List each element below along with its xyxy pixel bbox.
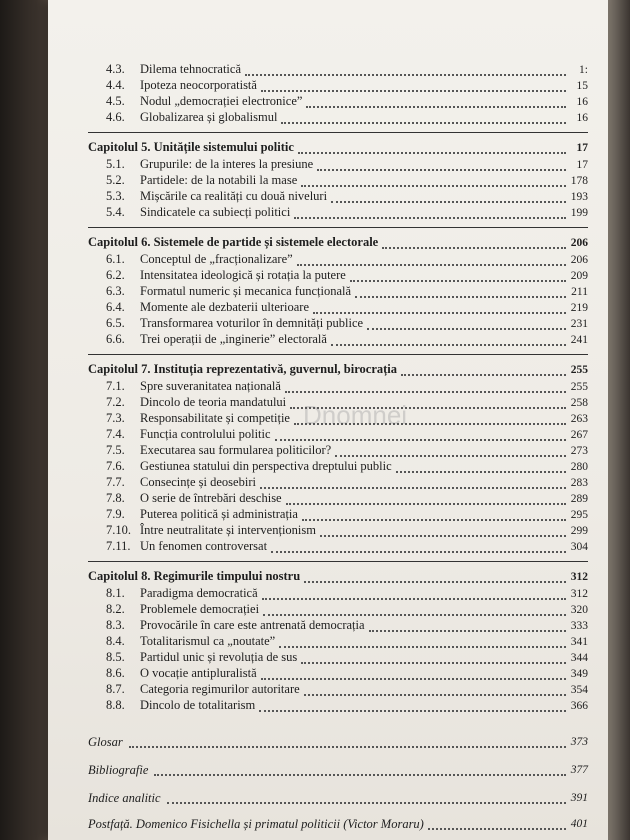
toc-page-number: 16 [576, 96, 588, 108]
toc-back-matter [88, 784, 588, 812]
toc-section-number: 5.4. [106, 205, 125, 219]
toc-entry [88, 682, 588, 698]
toc-dot-leader [298, 143, 566, 154]
toc-page-number: 280 [570, 461, 588, 473]
toc-title: Indice analitic [88, 790, 161, 805]
toc-page-number: 283 [570, 477, 588, 489]
toc-dot-leader [263, 605, 566, 616]
toc-entry [88, 62, 588, 78]
toc-entry [88, 475, 588, 491]
toc-entry [88, 523, 588, 539]
toc-title: Transformarea voturilor în demnități publice [140, 316, 364, 330]
toc-title: Capitolul 8. Regimurile timpului nostru [88, 569, 301, 583]
toc-dot-leader [396, 462, 566, 473]
toc-entry [88, 157, 588, 173]
toc-page-number: 206 [570, 237, 588, 249]
toc-section-number: 8.5. [106, 650, 125, 664]
toc-back-matter [88, 756, 588, 784]
toc-dot-leader [261, 669, 566, 680]
toc-page-number: 255 [570, 381, 588, 393]
toc-dot-leader [301, 176, 566, 187]
toc-dot-leader [260, 478, 566, 489]
toc-page-number: 333 [570, 620, 588, 632]
toc-dot-leader [271, 542, 566, 553]
toc-page-number: 15 [576, 80, 588, 92]
toc-entry [88, 300, 588, 316]
toc-chapter [88, 561, 588, 586]
toc-postfata [88, 812, 588, 836]
toc-dot-leader [304, 685, 566, 696]
toc-title: Capitolul 5. Unitățile sistemului politic [88, 140, 294, 154]
toc-page-number: 263 [570, 413, 588, 425]
toc-dot-leader [279, 637, 566, 648]
toc-entry [88, 379, 588, 395]
toc-page-number: 401 [570, 818, 588, 830]
toc-section-number: 8.8. [106, 698, 125, 712]
toc-dot-leader [401, 365, 566, 376]
toc-title: Formatul numeric și mecanica funcțională [140, 284, 352, 298]
toc-page-number: 354 [570, 684, 588, 696]
toc-page-number: 231 [570, 318, 588, 330]
toc-section-number: 5.2. [106, 173, 125, 187]
toc-title: Puterea politică și administrația [140, 507, 298, 521]
toc-title: Capitolul 7. Instituția reprezentativă, guvernul, birocrația [88, 362, 398, 376]
toc-dot-leader [301, 653, 566, 664]
toc-section-number: 8.6. [106, 666, 125, 680]
toc-page-number: 312 [570, 571, 588, 583]
toc-entry [88, 539, 588, 555]
toc-title: Glosar [88, 734, 123, 749]
toc-dot-leader [331, 192, 566, 203]
toc-dot-leader [302, 510, 566, 521]
toc-title: Sindicatele ca subiecți politici [140, 205, 291, 219]
toc-title: Consecințe și deosebiri [140, 475, 256, 489]
toc-dot-leader [382, 238, 566, 249]
toc-entry [88, 602, 588, 618]
toc-title: Conceptul de „fracționalizare” [140, 252, 293, 266]
toc-section-number: 4.5. [106, 94, 125, 108]
toc-dot-leader [281, 113, 566, 124]
toc-entry [88, 443, 588, 459]
toc-dot-leader [290, 398, 566, 409]
toc-title: Capitolul 6. Sistemele de partide și sistemele electorale [88, 235, 379, 249]
book-page [48, 0, 608, 840]
toc-entry [88, 491, 588, 507]
toc-page-number: 289 [570, 493, 588, 505]
toc-page-number: 206 [570, 254, 588, 266]
toc-title: Partidele: de la notabili la mase [140, 173, 298, 187]
toc-section-number: 7.5. [106, 443, 125, 457]
toc-chapter [88, 354, 588, 379]
toc-section-number: 7.11. [106, 539, 131, 553]
toc-title: Paradigma democratică [140, 586, 258, 600]
toc-title: Un fenomen controversat [140, 539, 268, 553]
toc-chapter [88, 227, 588, 252]
toc-dot-leader [350, 271, 566, 282]
toc-page-number: 304 [570, 541, 588, 553]
watermark: Dnomnei [303, 400, 408, 430]
toc-page-number: 366 [570, 700, 588, 712]
toc-section-number: 4.6. [106, 110, 125, 124]
toc-entry [88, 411, 588, 427]
toc-section-number: 6.2. [106, 268, 125, 282]
toc-entry [88, 94, 588, 110]
toc-dot-leader [317, 160, 566, 171]
toc-section-number: 7.2. [106, 395, 125, 409]
toc-page-number: 16 [576, 112, 588, 124]
toc-title: O vocație antipluralistă [140, 666, 257, 680]
toc-dot-leader [313, 303, 566, 314]
toc-section-number: 8.2. [106, 602, 125, 616]
toc-section-number: 7.10. [106, 523, 131, 537]
toc-section-number: 5.3. [106, 189, 125, 203]
toc-section-number: 7.1. [106, 379, 125, 393]
toc-page-number: 377 [570, 764, 588, 776]
toc-title: Executarea sau formularea politicilor? [140, 443, 332, 457]
toc-dot-leader [331, 335, 566, 346]
toc-section-number: 4.3. [106, 62, 125, 76]
toc-dot-leader [286, 494, 566, 505]
toc-title: Partidul unic și revoluția de sus [140, 650, 298, 664]
toc-dot-leader [167, 793, 566, 804]
toc-page-number: 320 [570, 604, 588, 616]
toc-page-number: 341 [570, 636, 588, 648]
toc-page-number: 199 [570, 207, 588, 219]
toc-title: Ipoteza neocorporatistă [140, 78, 257, 92]
toc-entry [88, 507, 588, 523]
toc-section-number: 7.3. [106, 411, 125, 425]
toc-entry [88, 268, 588, 284]
toc-page-number: 258 [570, 397, 588, 409]
toc-page-number: 295 [570, 509, 588, 521]
toc-entry [88, 110, 588, 126]
toc-title: Postfață. Domenico Fisichella și primatul politicii (Victor Moraru) [88, 816, 424, 831]
toc-section-number: 6.1. [106, 252, 125, 266]
toc-section-number: 7.8. [106, 491, 125, 505]
toc-title: Problemele democrației [140, 602, 260, 616]
toc-entry [88, 252, 588, 268]
toc-title: Dilema tehnocratică [140, 62, 241, 76]
toc-section-number: 7.9. [106, 507, 125, 521]
toc-page-number: 211 [571, 286, 588, 298]
toc-page-number: 349 [570, 668, 588, 680]
toc-title: Totalitarismul ca „noutate” [140, 634, 276, 648]
toc-dot-leader [294, 208, 566, 219]
toc-section-number: 6.6. [106, 332, 125, 346]
toc-page-number: 312 [570, 588, 588, 600]
toc-page-number: 209 [570, 270, 588, 282]
toc-title: Nodul „democrației electronice” [140, 94, 303, 108]
toc-section-number: 6.5. [106, 316, 125, 330]
toc-dot-leader [245, 65, 566, 76]
toc-page-number: 219 [570, 302, 588, 314]
toc-title: Categoria regimurilor autoritare [140, 682, 300, 696]
toc-dot-leader [369, 621, 566, 632]
toc-section-number: 5.1. [106, 157, 125, 171]
toc-dot-leader [335, 446, 566, 457]
toc-entry [88, 698, 588, 714]
toc-dot-leader [306, 97, 566, 108]
toc-spacer [88, 714, 588, 728]
toc-dot-leader [154, 765, 566, 776]
toc-page-number: 267 [570, 429, 588, 441]
toc-title: Responsabilitate și competiție [140, 411, 290, 425]
toc-entry [88, 316, 588, 332]
toc-dot-leader [297, 255, 566, 266]
toc-page-number: 17 [576, 142, 588, 154]
toc-entry [88, 332, 588, 348]
toc-page-number: 178 [570, 175, 588, 187]
toc-section-number: 8.7. [106, 682, 125, 696]
toc-title: Provocările în care este antrenată democrația [140, 618, 365, 632]
toc-dot-leader [320, 526, 566, 537]
toc-dot-leader [261, 81, 566, 92]
toc-title: Spre suveranitatea națională [140, 379, 281, 393]
toc-dot-leader [259, 701, 566, 712]
toc-title: Dincolo de teoria mandatului [140, 395, 287, 409]
toc-title: Globalizarea și globalismul [140, 110, 278, 124]
toc-page-number: 273 [570, 445, 588, 457]
toc-section-number: 6.3. [106, 284, 125, 298]
toc-page-number: 299 [570, 525, 588, 537]
toc-dot-leader [129, 737, 566, 748]
toc-section-number: 7.6. [106, 459, 125, 473]
toc-dot-leader [262, 589, 566, 600]
toc-title: Intensitatea ideologică și rotația la putere [140, 268, 346, 282]
toc-section-number: 6.4. [106, 300, 125, 314]
toc-entry [88, 666, 588, 682]
toc-title: Gestiunea statului din perspectiva dreptului public [140, 459, 392, 473]
toc-title: Bibliografie [88, 762, 149, 777]
toc-entry [88, 459, 588, 475]
toc-page-number: 255 [570, 364, 588, 376]
toc-chapter [88, 132, 588, 157]
toc-section-number: 8.4. [106, 634, 125, 648]
toc-back-matter [88, 728, 588, 756]
toc-page-number: 344 [570, 652, 588, 664]
toc-dot-leader [428, 819, 566, 830]
toc-title: Între neutralitate și intervenționism [140, 523, 316, 537]
toc-title: Trei operații de „inginerie” electorală [140, 332, 327, 346]
toc-dot-leader [355, 287, 566, 298]
toc-entry [88, 650, 588, 666]
toc-title: Momente ale dezbaterii ulterioare [140, 300, 310, 314]
toc-dot-leader [367, 319, 566, 330]
toc-title: Funcția controlului politic [140, 427, 271, 441]
toc-page-number: 373 [570, 736, 588, 748]
toc-section-number: 8.1. [106, 586, 125, 600]
toc-entry [88, 284, 588, 300]
toc-entry [88, 634, 588, 650]
toc-section-number: 7.4. [106, 427, 125, 441]
toc-entry [88, 395, 588, 411]
toc-entry [88, 189, 588, 205]
toc-entry [88, 586, 588, 602]
toc-page-number: 391 [570, 792, 588, 804]
toc-dot-leader [285, 382, 566, 393]
toc-page-number: 193 [570, 191, 588, 203]
toc-dot-leader [294, 414, 566, 425]
toc-page-number: 17 [576, 159, 588, 171]
toc-entry [88, 618, 588, 634]
toc-entry [88, 205, 588, 221]
toc-entry [88, 78, 588, 94]
toc-entry [88, 427, 588, 443]
toc-dot-leader [275, 430, 566, 441]
table-of-contents [88, 62, 588, 836]
toc-title: Mișcările ca realități cu două niveluri [140, 189, 328, 203]
toc-title: O serie de întrebări deschise [140, 491, 282, 505]
toc-title: Grupurile: de la interes la presiune [140, 157, 314, 171]
toc-page-number: 1: [579, 64, 588, 76]
toc-section-number: 4.4. [106, 78, 125, 92]
toc-dot-leader [304, 572, 566, 583]
toc-section-number: 7.7. [106, 475, 125, 489]
toc-title: Dincolo de totalitarism [140, 698, 256, 712]
toc-section-number: 8.3. [106, 618, 125, 632]
toc-page-number: 241 [570, 334, 588, 346]
toc-entry [88, 173, 588, 189]
